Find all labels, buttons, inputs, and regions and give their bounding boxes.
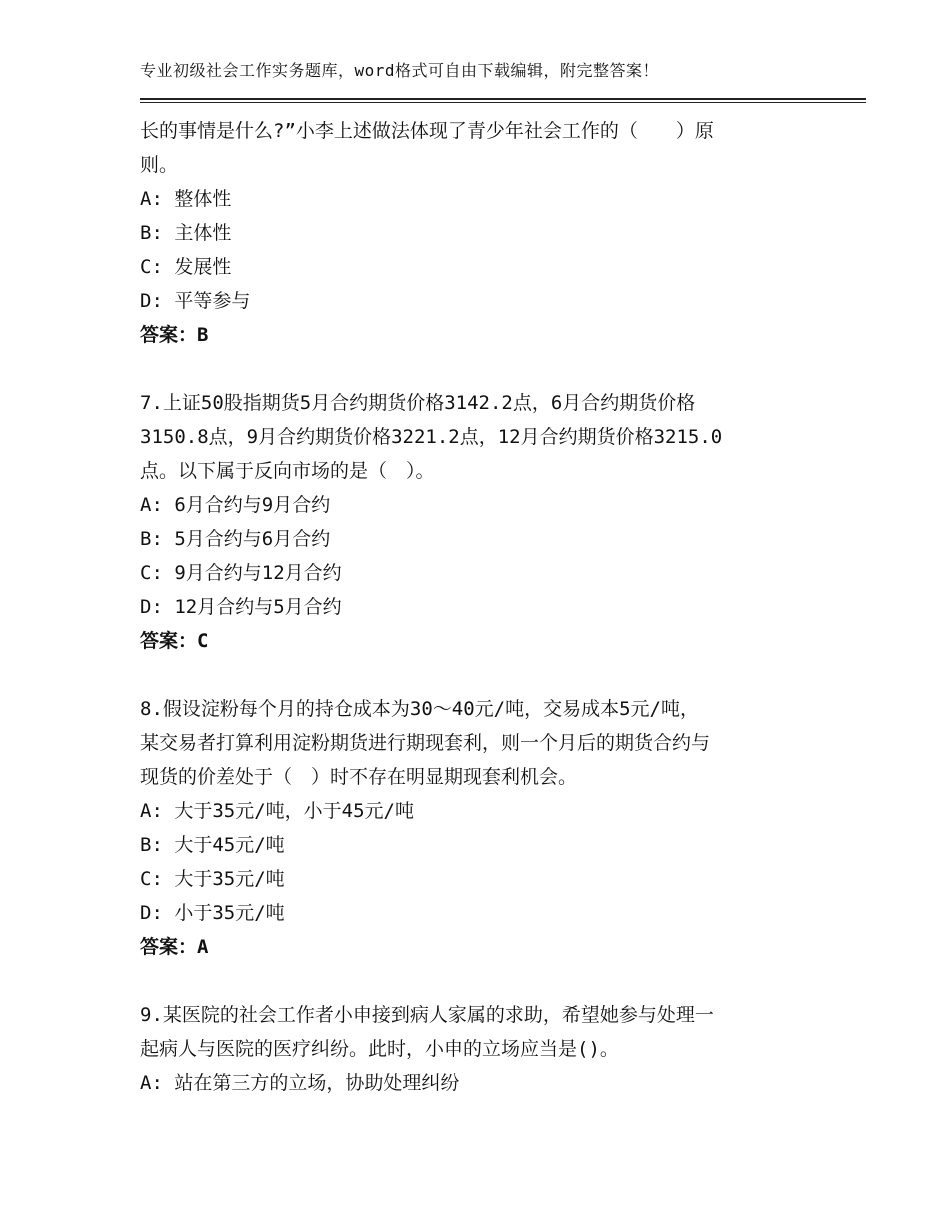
option-b: B: 5月合约与6月合约 xyxy=(140,528,331,550)
question-stem-line: 8.假设淀粉每个月的持仓成本为30～40元/吨，交易成本5元/吨， xyxy=(140,698,699,720)
option-d: D: 小于35元/吨 xyxy=(140,902,285,924)
question-stem-line: 3150.8点，9月合约期货价格3221.2点，12月合约期货价格3215.0 xyxy=(140,426,723,448)
question-9 xyxy=(140,998,820,1100)
option-c: C: 大于35元/吨 xyxy=(140,868,285,890)
question-7 xyxy=(140,386,820,658)
question-stem-line: 则。 xyxy=(140,154,179,176)
option-c: C: 发展性 xyxy=(140,256,232,278)
option-b: B: 主体性 xyxy=(140,222,232,244)
option-b: B: 大于45元/吨 xyxy=(140,834,285,856)
document-header: 专业初级社会工作实务题库，word格式可自由下载编辑，附完整答案！ xyxy=(140,61,660,80)
question-content xyxy=(140,114,820,1100)
question-stem-line: 9.某医院的社会工作者小申接到病人家属的求助，希望她参与处理一 xyxy=(140,1004,714,1026)
option-a: A: 整体性 xyxy=(140,188,232,210)
answer-line: 答案：B xyxy=(140,324,209,346)
header-rule-thin xyxy=(140,102,866,103)
option-d: D: 平等参与 xyxy=(140,290,251,312)
question-stem-line: 7.上证50股指期货5月合约期货价格3142.2点，6月合约期货价格 xyxy=(140,392,696,414)
question-stem-line: 某交易者打算利用淀粉期货进行期现套利，则一个月后的期货合约与 xyxy=(140,732,711,754)
option-c: C: 9月合约与12月合约 xyxy=(140,562,342,584)
question-stem-line: 点。以下属于反向市场的是（ ）。 xyxy=(140,460,435,482)
question-stem-line: 现货的价差处于（ ）时不存在明显期现套利机会。 xyxy=(140,766,578,788)
question-stem-line: 起病人与医院的医疗纠纷。此时，小申的立场应当是()。 xyxy=(140,1038,619,1060)
header-rule-thick xyxy=(140,98,866,100)
answer-line: 答案：C xyxy=(140,630,209,652)
option-a: A: 6月合约与9月合约 xyxy=(140,494,331,516)
option-a: A: 站在第三方的立场，协助处理纠纷 xyxy=(140,1072,460,1094)
option-d: D: 12月合约与5月合约 xyxy=(140,596,342,618)
question-stem-line: 长的事情是什么?”小李上述做法体现了青少年社会工作的（ ）原 xyxy=(140,120,714,142)
question-6 xyxy=(140,114,820,352)
answer-line: 答案：A xyxy=(140,936,209,958)
option-a: A: 大于35元/吨，小于45元/吨 xyxy=(140,800,414,822)
question-8 xyxy=(140,692,820,964)
